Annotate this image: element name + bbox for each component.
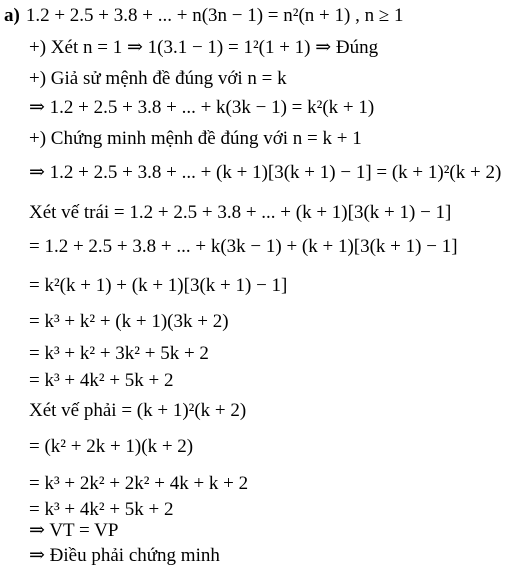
left-side-line: Xét vế trái = 1.2 + 2.5 + 3.8 + ... + (k + 1)[3(k + 1) − 1]	[29, 202, 452, 223]
proof-statement-line	[4, 6, 404, 25]
goal-line: ⇒ 1.2 + 2.5 + 3.8 + ... + (k + 1)[3(k + 1) − 1] = (k + 1)²(k + 2)	[29, 162, 502, 183]
right-result-line: = k³ + 4k² + 5k + 2	[29, 499, 174, 520]
right-expand-line: = (k² + 2k + 1)(k + 2)	[29, 436, 194, 457]
substitution-line: = k²(k + 1) + (k + 1)[3(k + 1) − 1]	[29, 275, 288, 296]
hypothesis-line: ⇒ 1.2 + 2.5 + 3.8 + ... + k(3k − 1) = k²(k + 1)	[29, 97, 375, 118]
part-label: a)	[4, 5, 20, 26]
left-result-line: = k³ + 4k² + 5k + 2	[29, 370, 174, 391]
equality-line: ⇒ VT = VP	[29, 520, 119, 541]
factor-line: = k³ + k² + (k + 1)(3k + 2)	[29, 311, 229, 332]
inductive-step-line: +) Chứng minh mệnh đề đúng với n = k + 1	[29, 128, 362, 149]
base-case-line: +) Xét n = 1 ⇒ 1(3.1 − 1) = 1²(1 + 1) ⇒ Đúng	[29, 37, 379, 58]
right-multiply-line: = k³ + 2k² + 2k² + 4k + k + 2	[29, 473, 249, 494]
conclusion-line: ⇒ Điều phải chứng minh	[29, 545, 220, 566]
right-side-line: Xét vế phải = (k + 1)²(k + 2)	[29, 400, 247, 421]
expansion-line: = 1.2 + 2.5 + 3.8 + ... + k(3k − 1) + (k + 1)[3(k + 1) − 1]	[29, 236, 458, 257]
assumption-line: +) Giả sử mệnh đề đúng với n = k	[29, 68, 287, 89]
statement-text: 1.2 + 2.5 + 3.8 + ... + n(3n − 1) = n²(n + 1) , n ≥ 1	[25, 5, 404, 26]
expand-line: = k³ + k² + 3k² + 5k + 2	[29, 343, 209, 364]
